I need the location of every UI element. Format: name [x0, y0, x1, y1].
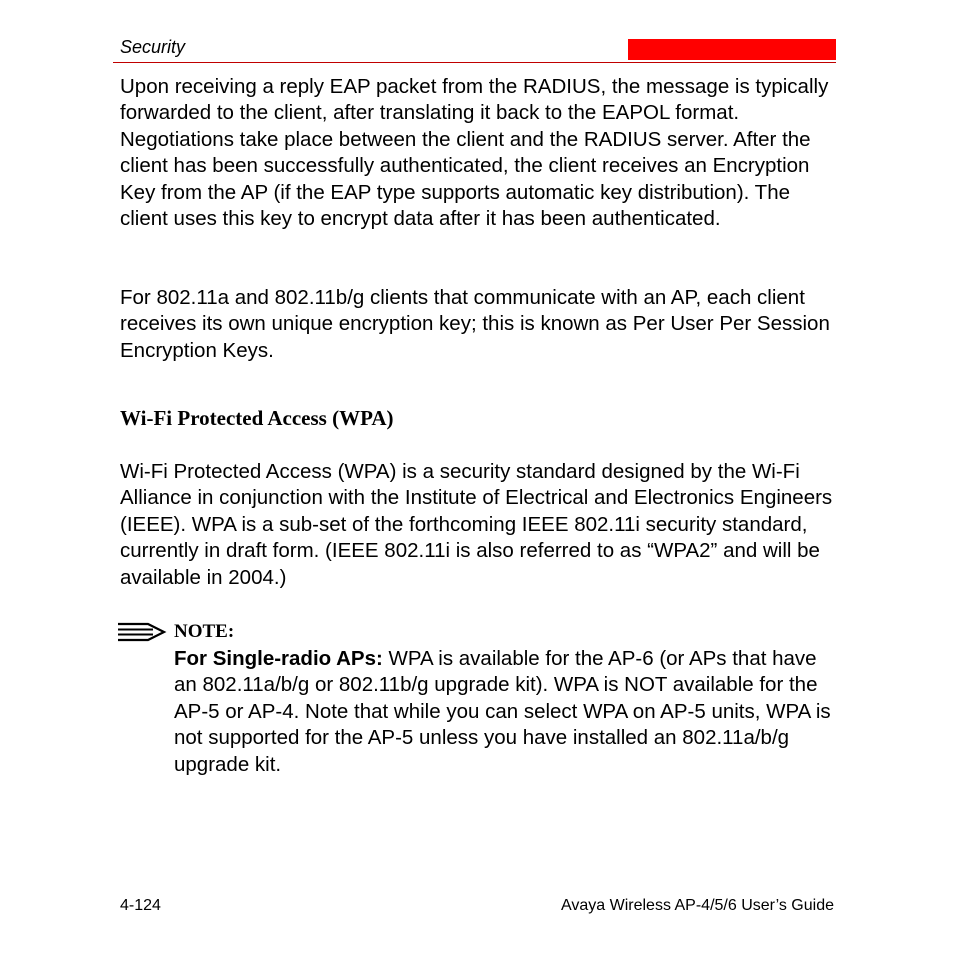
note-text: WPA is available for the AP-6 (or APs that have an 802.11a/b/g or 802.11b/g upgrade kit). WPA is NOT available for the AP-5 or AP-4. Note that while you can select WPA on AP-5 units, WPA is not supported for the AP-5 unless you have installed an 802.11a/b/g upgrade kit.: [174, 647, 831, 776]
footer-document-title: Avaya Wireless AP-4/5/6 User’s Guide: [560, 897, 834, 914]
body-paragraph-3: Wi-Fi Protected Access (WPA) is a security standard designed by the Wi-Fi Alliance in conjunction with the Institute of Electrical and Electronics Engineers (IEEE). WPA is a sub-set of the forthcoming IEEE 802.11i security standard, currently in draft form. (IEEE 802.11i is also referred to as “WPA2” and will be available in 2004.): [120, 460, 833, 589]
note-arrow-icon: [117, 621, 167, 643]
note-body: [174, 646, 840, 778]
body-paragraph-2: For 802.11a and 802.11b/g clients that communicate with an AP, each client receives its own unique encryption key; this is known as Per User Per Session Encryption Keys.: [120, 286, 830, 362]
header-accent-bar: [628, 39, 836, 60]
body-paragraph-1: Upon receiving a reply EAP packet from the RADIUS, the message is typically forwarded to the client, after translating it back to the EAPOL format. Negotiations take place between the client and the RADIUS server. After the client has been successfully authenticated, the client receives an Encryption Key from the AP (if the EAP type supports automatic key distribution). The client uses this key to encrypt data after it has been authenticated.: [120, 75, 829, 231]
running-header-section: Security: [120, 37, 186, 57]
footer-page-number: 4-124: [120, 897, 161, 914]
section-heading: Wi-Fi Protected Access (WPA): [120, 406, 394, 430]
header-rule: [113, 62, 836, 63]
note-label: NOTE:: [174, 621, 235, 642]
note-lead: For Single-radio APs:: [174, 647, 383, 670]
